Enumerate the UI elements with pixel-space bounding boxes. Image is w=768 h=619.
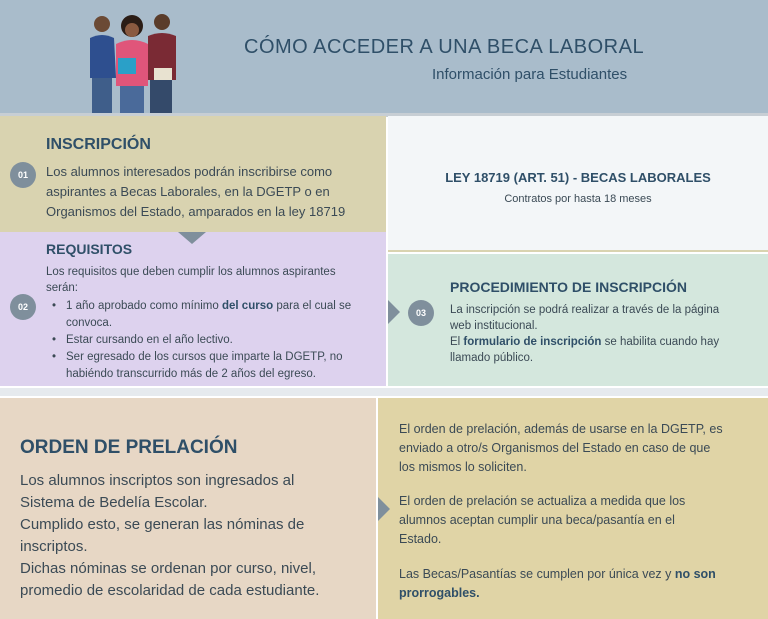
inscripcion-line: Los alumnos interesados podrán inscribirse como <box>46 164 333 179</box>
orden-line: Los alumnos inscriptos son ingresados al <box>20 472 295 489</box>
requisito-item: • Ser egresado de los cursos que imparte la DGETP, no habiéndo transcurrido más de 2 años del egreso. <box>52 349 370 383</box>
orden-info-line: Las Becas/Pasantías se cumplen por única vez y no son <box>399 567 716 581</box>
orden-line: inscriptos. <box>20 538 88 555</box>
orden-info-line: El orden de prelación se actualiza a medida que los <box>399 494 686 508</box>
arrow-down-icon <box>178 232 206 244</box>
divider <box>0 388 768 396</box>
requisitos-intro-line: Los requisitos que deben cumplir los alumnos aspirantes <box>46 266 336 278</box>
orden-line: promedio de escolaridad de cada estudiante. <box>20 582 320 599</box>
step-badge-02: 02 <box>10 294 36 320</box>
inscripcion-title: INSCRIPCIÓN <box>46 136 151 153</box>
arrow-right-icon <box>378 497 390 521</box>
procedimiento-text <box>450 302 752 366</box>
orden-info-line: los mismos lo soliciten. <box>399 460 527 474</box>
orden-title: ORDEN DE PRELACIÓN <box>20 437 238 458</box>
procedimiento-line: llamado público. <box>450 352 534 364</box>
requisitos-title: REQUISITOS <box>46 241 133 257</box>
page-subtitle: Información para Estudiantes <box>432 66 628 83</box>
arrow-right-icon <box>388 300 400 324</box>
procedimiento-line: La inscripción se podrá realizar a través de la página <box>450 304 720 316</box>
procedimiento-line: web institucional. <box>450 320 538 332</box>
orden-info-line: El orden de prelación, además de usarse en la DGETP, es <box>399 422 723 436</box>
requisitos-intro-line: serán: <box>46 282 78 294</box>
students-illustration <box>84 8 180 113</box>
inscripcion-line: Organismos del Estado, amparados en la ley 18719 <box>46 204 346 219</box>
procedimiento-line: El formulario de inscripción se habilita cuando hay <box>450 336 720 348</box>
orden-info-para3 <box>399 565 752 603</box>
orden-info-line: prorrogables. <box>399 586 480 600</box>
page-title: CÓMO ACCEDER A UNA BECA LABORAL <box>244 36 645 58</box>
procedimiento-title: PROCEDIMIENTO DE INSCRIPCIÓN <box>450 279 687 295</box>
orden-line: Dichas nóminas se ordenan por curso, nivel, <box>20 560 316 577</box>
ley-subtitle: Contratos por hasta 18 meses <box>504 193 652 205</box>
ley-title: LEY 18719 (ART. 51) - BECAS LABORALES <box>445 170 711 185</box>
requisito-item: • 1 año aprobado como mínimo del curso para el cual se convoca. <box>52 298 370 332</box>
orden-info-line: enviado a otro/s Organismos del Estado en caso de que <box>399 441 711 455</box>
inscripcion-line: aspirantes a Becas Laborales, en la DGETP o en <box>46 184 330 199</box>
orden-text <box>20 470 362 602</box>
inscripcion-text <box>46 162 362 222</box>
requisitos-intro <box>46 264 368 296</box>
orden-info-para1 <box>399 420 752 477</box>
orden-line: Sistema de Bedelía Escolar. <box>20 494 208 511</box>
orden-line: Cumplido esto, se generan las nóminas de <box>20 516 305 533</box>
header-banner <box>0 0 768 113</box>
orden-info-line: Estado. <box>399 532 442 546</box>
step-badge-01: 01 <box>10 162 36 188</box>
step-badge-03: 03 <box>408 300 434 326</box>
requisitos-list <box>52 298 370 383</box>
requisito-item: • Estar cursando en el año lectivo. <box>52 332 370 349</box>
orden-info-line: alumnos aceptan cumplir una beca/pasantía en el <box>399 513 675 527</box>
orden-info-para2 <box>399 492 752 549</box>
